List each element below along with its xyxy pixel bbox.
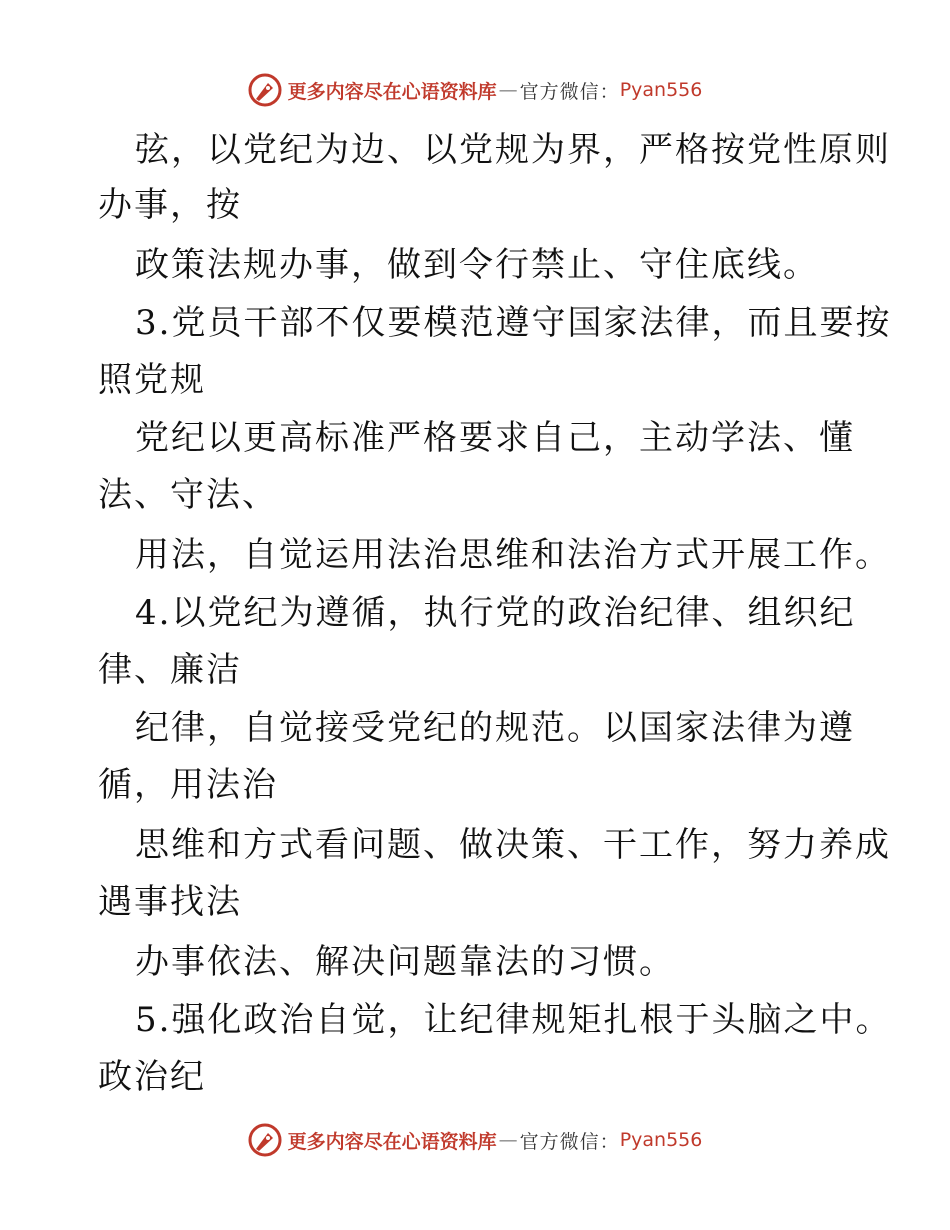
wechat-id: Pyan556 [619, 79, 703, 101]
wechat-label: 官方微信： [519, 80, 620, 103]
pen-nib-logo-icon [248, 73, 282, 107]
wechat-label: 官方微信： [519, 1130, 620, 1153]
body-line: 4.以党纪为遵循，执行党的政治纪律、组织纪 [135, 593, 856, 633]
body-line: 用法，自觉运用法治思维和法治方式开展工作。 [135, 535, 891, 575]
body-line: 党纪以更高标准严格要求自己，主动学法、懂 [135, 418, 855, 458]
pen-nib-logo-icon [248, 1123, 282, 1157]
body-line: 照党规 [98, 360, 206, 400]
body-line: 政策法规办事，做到令行禁止、守住底线。 [135, 245, 819, 285]
banner-separator: — [498, 79, 518, 101]
brand-text: 更多内容尽在心语资料库 [287, 1130, 497, 1153]
body-line: 法、守法、 [98, 475, 278, 515]
body-line: 思维和方式看问题、做决策、干工作，努力养成 [135, 825, 891, 865]
body-line: 律、廉洁 [98, 650, 242, 690]
body-line: 3.党员干部不仅要模范遵守国家法律，而且要按 [135, 303, 892, 343]
body-line: 遇事找法 [98, 882, 242, 922]
body-line: 循，用法治 [98, 765, 278, 805]
body-line: 政治纪 [98, 1057, 206, 1097]
footer-banner [0, 1120, 950, 1160]
body-line: 弦，以党纪为边、以党规为界，严格按党性原则 [135, 130, 891, 170]
body-line: 纪律，自觉接受党纪的规范。以国家法律为遵 [135, 708, 855, 748]
body-line: 办事，按 [98, 185, 242, 225]
brand-text: 更多内容尽在心语资料库 [287, 80, 497, 103]
body-line: 办事依法、解决问题靠法的习惯。 [135, 942, 675, 982]
banner-separator: — [498, 1129, 518, 1151]
header-banner [0, 70, 950, 110]
wechat-id: Pyan556 [619, 1129, 703, 1151]
body-line: 5.强化政治自觉，让纪律规矩扎根于头脑之中。 [135, 1000, 892, 1040]
